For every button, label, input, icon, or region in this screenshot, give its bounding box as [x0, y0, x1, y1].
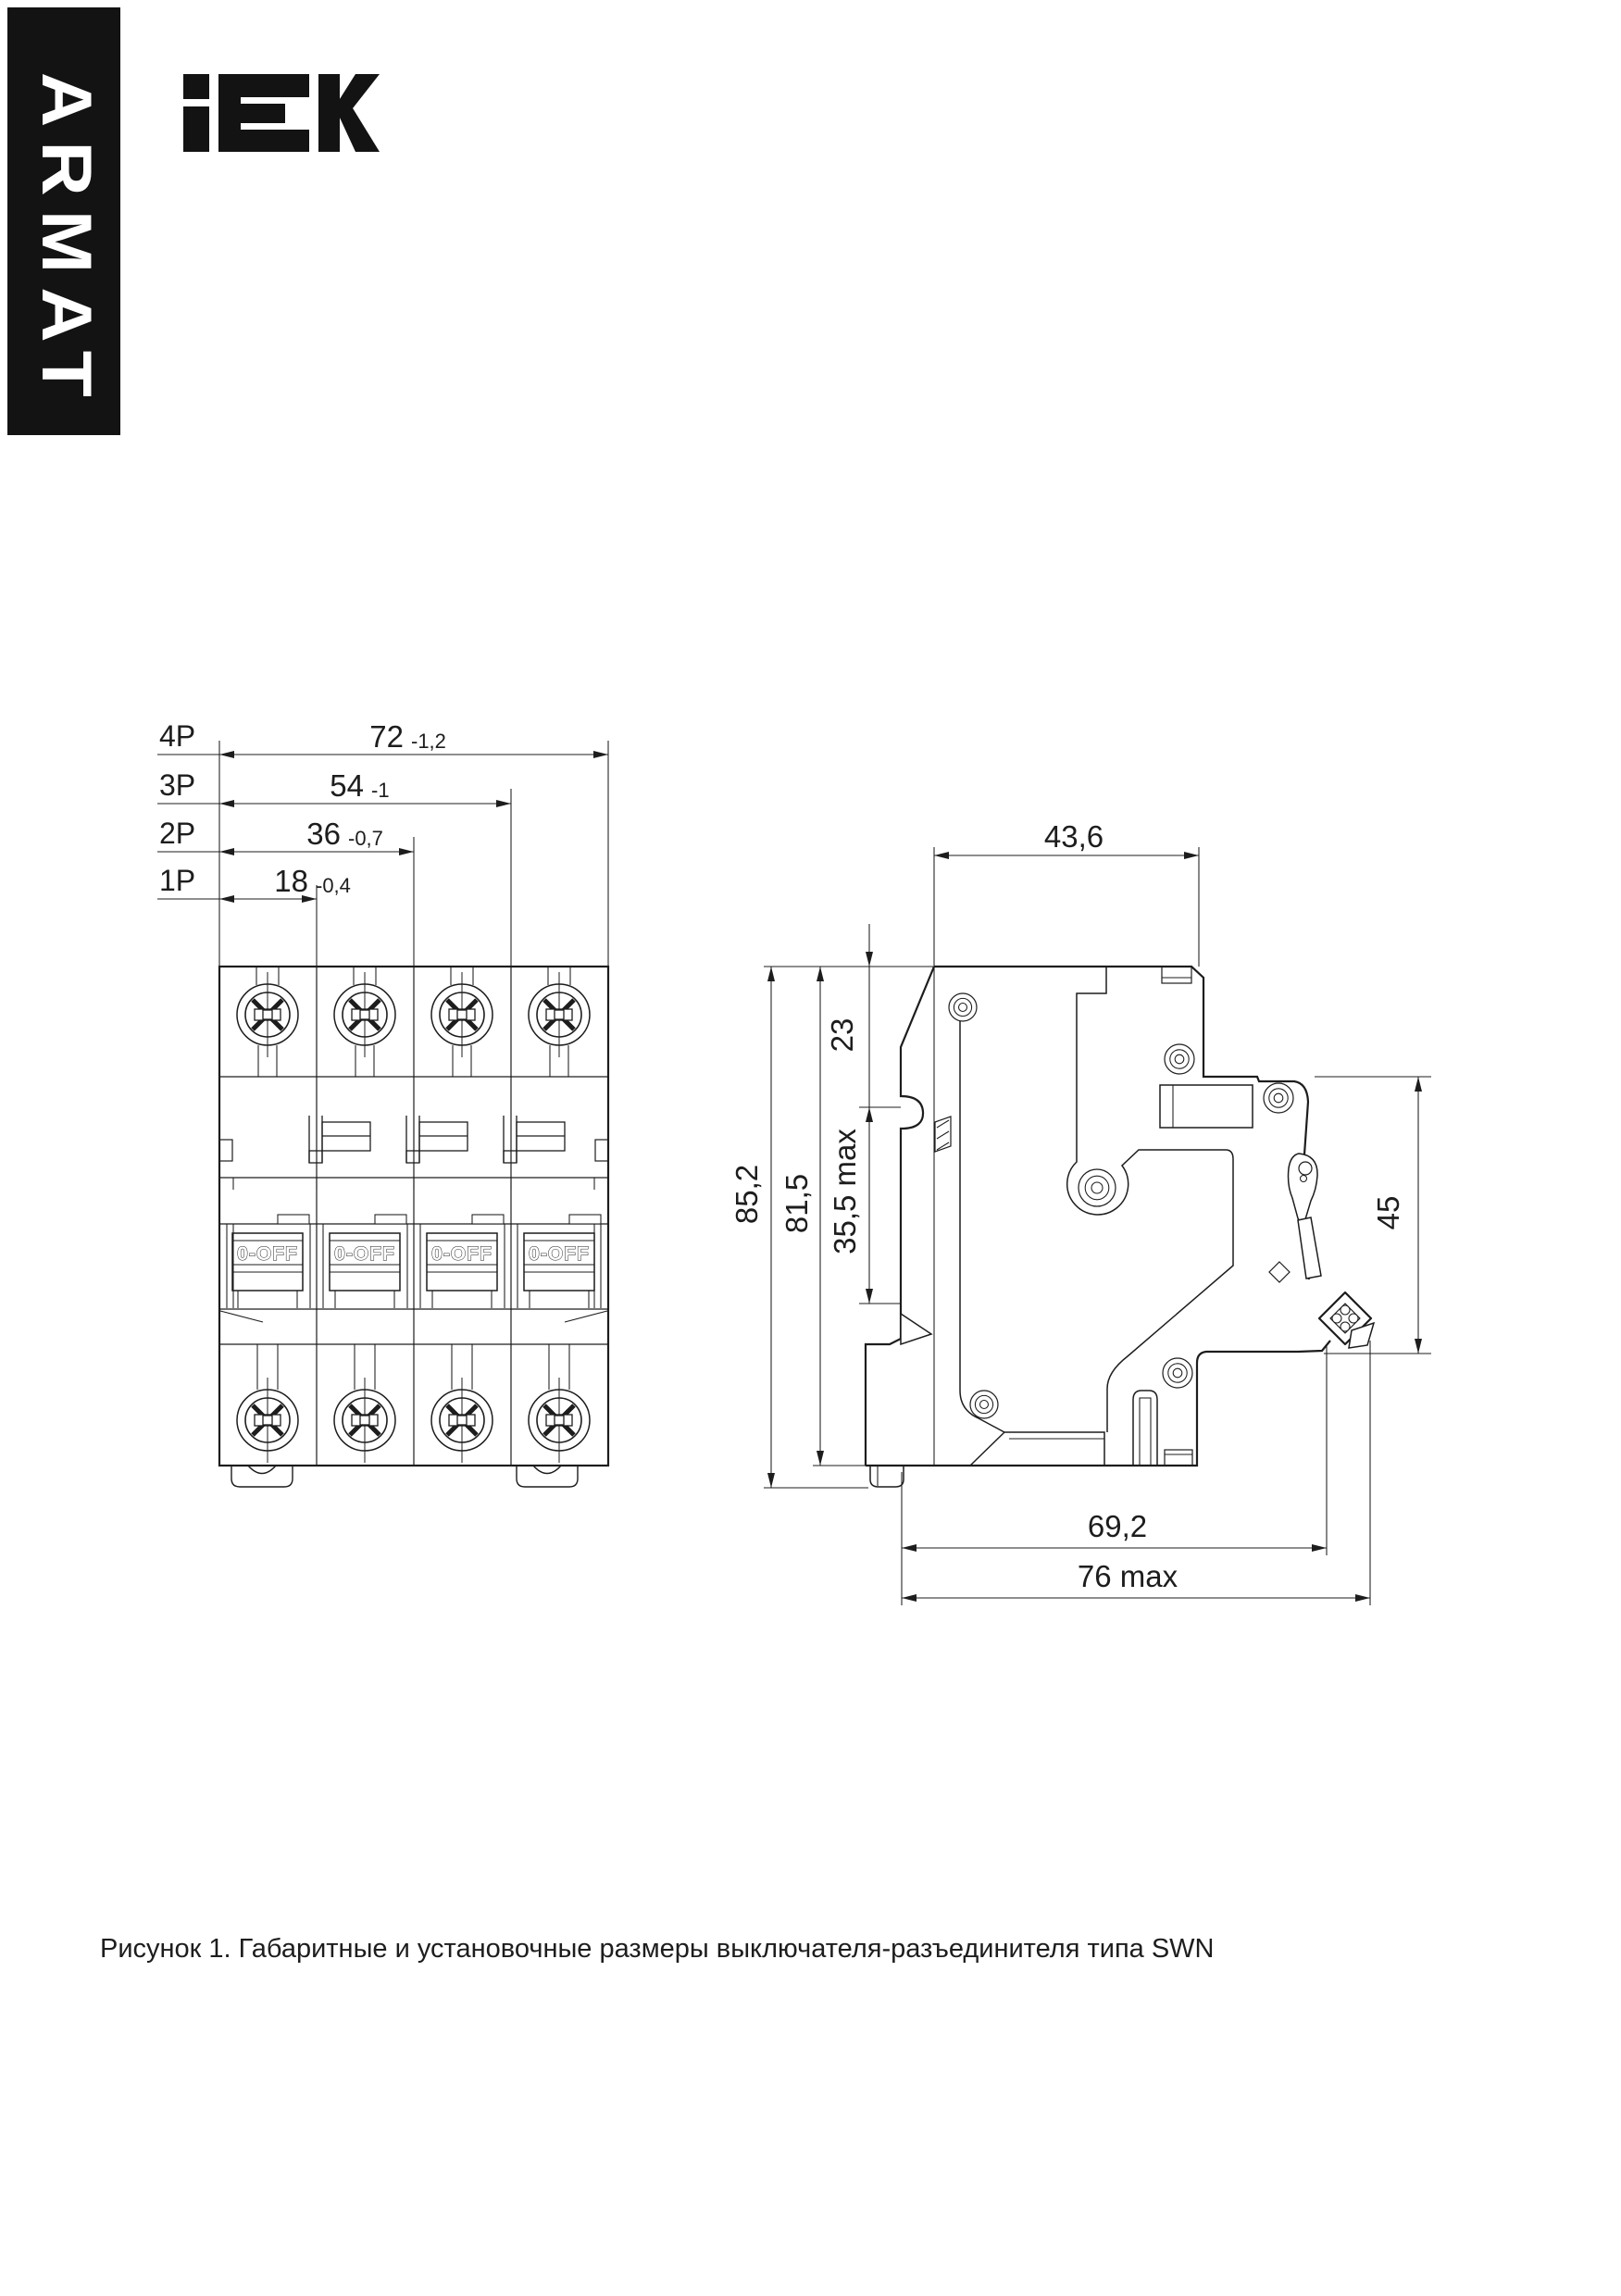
screw-terminal-bottom-4 [529, 1378, 590, 1463]
dim-depth-body: 69,2 [1087, 1509, 1148, 1543]
clamp-shaft [1298, 1217, 1321, 1279]
logo-e [218, 74, 309, 152]
toggle-handle-1 [232, 1233, 303, 1308]
seal-flap-2 [406, 1116, 468, 1163]
dim-tol-18: -0,4 [316, 874, 351, 897]
din-clip-pointer [901, 1314, 931, 1344]
din-latch-lug [935, 1117, 951, 1152]
screw-terminal-bottom-2 [334, 1378, 395, 1463]
dim-tol-54: -1 [371, 779, 390, 802]
screw-terminal-bottom-3 [431, 1378, 493, 1463]
dim-value-36: 36 [306, 817, 341, 851]
toggle-handle-4 [524, 1233, 594, 1308]
seal-flap-1 [309, 1116, 370, 1163]
pole-label-4p: 4P [159, 719, 196, 753]
din-foot-left [231, 1466, 293, 1487]
logo-i-stem [183, 106, 209, 152]
side-foot [870, 1466, 904, 1487]
screw-terminal-top-3 [431, 972, 493, 1057]
logo-k [318, 74, 380, 152]
toggle-handle-3 [427, 1233, 497, 1308]
dim-tol-72: -1,2 [411, 730, 446, 753]
toggle-handle-2 [330, 1233, 400, 1308]
pole-label-3p: 3P [159, 768, 196, 802]
side-bottom-slot [1133, 1391, 1157, 1466]
toggle-label-1: 0-OFF [237, 1243, 298, 1265]
side-outline-left [866, 967, 934, 1466]
dim-value-72: 72 [369, 719, 404, 754]
screw-terminal-top-1 [237, 972, 298, 1057]
screw-terminal-bottom-1 [237, 1378, 298, 1463]
screw-terminal-top-4 [529, 972, 590, 1057]
toggle-label-4: 0-OFF [529, 1243, 590, 1265]
toggle-label-3: 0-OFF [431, 1243, 493, 1265]
dim-depth-max: 76 max [1077, 1559, 1178, 1593]
brand-bar [7, 7, 120, 435]
rivets [949, 993, 1293, 1418]
side-label-plate [970, 1432, 1104, 1466]
side-view-dimensions [729, 819, 1431, 1605]
dim-value-18: 18 [274, 864, 308, 898]
din-foot-right [517, 1466, 578, 1487]
front-view-body [219, 967, 608, 1487]
dim-terminal-span: 45 [1371, 1195, 1405, 1230]
toggle-label-2: 0-OFF [334, 1243, 395, 1265]
front-view-dimensions [157, 719, 608, 967]
dim-din-zone: 35,5 max [828, 1129, 862, 1254]
terminal-chamber [1160, 1085, 1253, 1128]
pole-label-2p: 2P [159, 817, 196, 850]
dim-body-height: 81,5 [779, 1173, 814, 1234]
seal-flap-3 [504, 1116, 565, 1163]
pole-label-1p: 1P [159, 864, 196, 897]
side-view-body [866, 847, 1374, 1487]
dim-tol-36: -0,7 [348, 827, 383, 850]
dim-top-width: 43,6 [1043, 819, 1104, 854]
figure-caption: Рисунок 1. Габаритные и установочные размеры выключателя-разъединителя типа SWN [100, 1934, 1215, 1964]
logo-i-dot [183, 74, 209, 99]
iek-logo [183, 74, 380, 152]
screw-terminal-top-2 [334, 972, 395, 1057]
dim-value-54: 54 [330, 768, 364, 803]
brand-vertical-label: ARMAT [27, 72, 106, 386]
clamp-lever [1289, 1154, 1318, 1222]
dim-total-height: 85,2 [729, 1164, 764, 1225]
square-hole [1269, 1262, 1290, 1282]
dim-upper-offset: 23 [825, 1017, 859, 1053]
